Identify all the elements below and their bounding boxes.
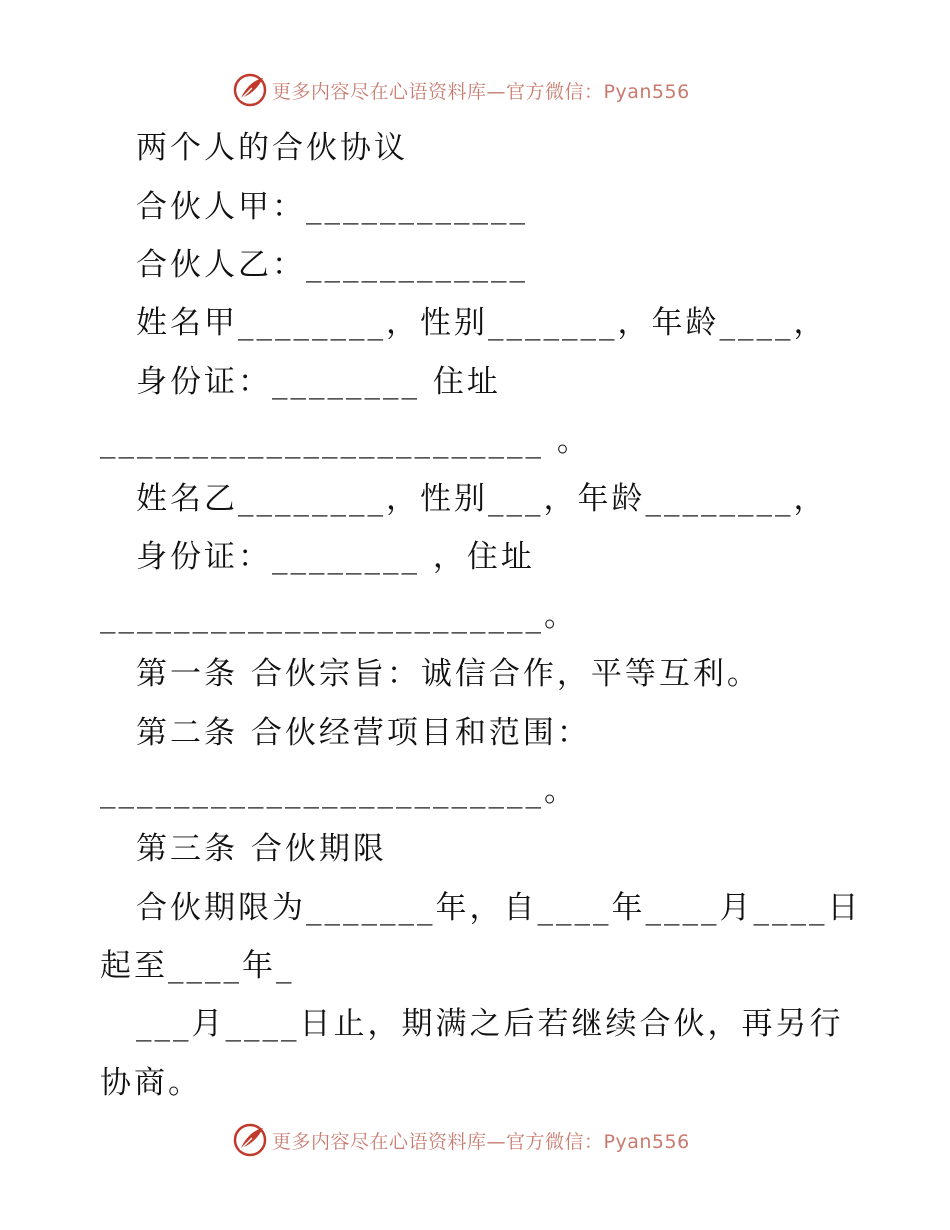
watermark-text: 更多内容尽在心语资料库—官方微信：Pyan556 [272,1130,690,1153]
feather-quill-logo-icon [232,1122,268,1158]
partner-b-details: 姓名乙________，性别___，年龄________， [136,481,828,517]
watermark-banner-bottom [232,1120,732,1160]
article-2: 第二条 合伙经营项目和范围： [136,715,591,751]
article-3-term: 合伙期限为_______年，自____年____月____日 [136,890,862,926]
feather-quill-logo-icon [232,72,268,108]
article-1: 第一条 合伙宗旨：诚信合作，平等互利。 [136,656,761,692]
partner-a-details: 姓名甲________，性别_______，年龄____， [136,305,828,341]
partner-a-id-address: 身份证：________ 住址 [136,364,501,400]
article-3-end: ___月____日止，期满之后若继续合伙，再另行 [136,1006,844,1042]
document-title: 两个人的合伙协议 [136,130,408,166]
partner-b-id-address: 身份证：________ ，住址 [136,539,535,575]
article-2-blank: ________________________。 [100,773,578,809]
article-3-heading: 第三条 合伙期限 [136,831,387,867]
article-3-term-cont: 起至____年_ [100,948,295,984]
watermark-banner-top [232,70,732,110]
watermark-text: 更多内容尽在心语资料库—官方微信：Pyan556 [272,80,690,103]
partner-a-line: 合伙人甲：____________ [136,189,528,225]
partner-b-address-blank: ________________________。 [100,598,578,634]
article-3-end-cont: 协商。 [100,1065,202,1101]
partner-a-address-blank: ________________________ 。 [100,423,591,459]
partner-b-line: 合伙人乙：____________ [136,247,528,283]
